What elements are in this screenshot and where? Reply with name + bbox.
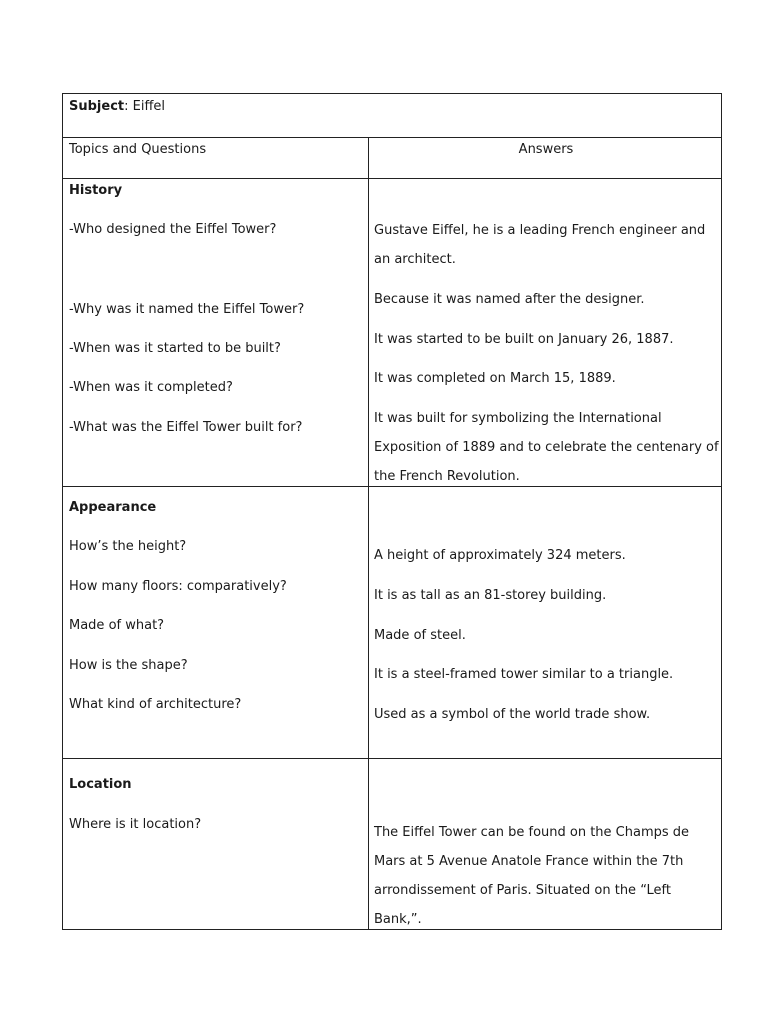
appearance-question: How is the shape? — [69, 658, 188, 673]
appearance-answer: Made of steel. — [374, 628, 466, 643]
section-title-appearance: Appearance — [69, 500, 157, 515]
section-title-location: Location — [69, 777, 132, 792]
appearance-answer: Used as a symbol of the world trade show. — [374, 707, 651, 722]
location-question: Where is it location? — [69, 817, 202, 832]
history-answer: It was built for symbolizing the International Exposition of 1889 and to celebrate the centenary of the French Revolution. — [374, 411, 719, 484]
history-question: -Who designed the Eiffel Tower? — [69, 222, 277, 237]
row-divider — [63, 178, 721, 179]
appearance-answer: It is as tall as an 81-storey building. — [374, 588, 607, 603]
subject-line — [69, 99, 165, 115]
row-divider — [63, 137, 721, 138]
appearance-answer: A height of approximately 324 meters. — [374, 548, 626, 563]
topics-table — [62, 93, 722, 930]
location-answer: The Eiffel Tower can be found on the Champs de Mars at 5 Avenue Anatole France within the 7th arrondissement of Paris. Situated on the “Left Bank,”. — [374, 825, 690, 927]
appearance-answer: It is a steel-framed tower similar to a triangle. — [374, 667, 674, 682]
column-divider — [368, 137, 369, 929]
history-answer: It was completed on March 15, 1889. — [374, 371, 616, 386]
history-answer: It was started to be built on January 26, 1887. — [374, 332, 674, 347]
appearance-question: How many floors: comparatively? — [69, 579, 287, 594]
history-question: -When was it started to be built? — [69, 341, 281, 356]
appearance-question: How’s the height? — [69, 539, 187, 554]
appearance-question: Made of what? — [69, 618, 165, 633]
header-topics: Topics and Questions — [69, 142, 207, 157]
appearance-question: What kind of architecture? — [69, 697, 242, 712]
row-divider — [63, 758, 721, 759]
history-question: -Why was it named the Eiffel Tower? — [69, 302, 305, 317]
history-question: -What was the Eiffel Tower built for? — [69, 420, 303, 435]
history-answer: Because it was named after the designer. — [374, 292, 645, 307]
subject-label: Subject — [69, 99, 125, 114]
header-answers: Answers — [518, 142, 574, 157]
history-question: -When was it completed? — [69, 380, 233, 395]
subject-value: Eiffel — [132, 99, 166, 114]
history-answer: Gustave Eiffel, he is a leading French engineer and an architect. — [374, 223, 706, 267]
section-title-history: History — [69, 183, 123, 198]
subject-colon: : — [124, 99, 133, 114]
